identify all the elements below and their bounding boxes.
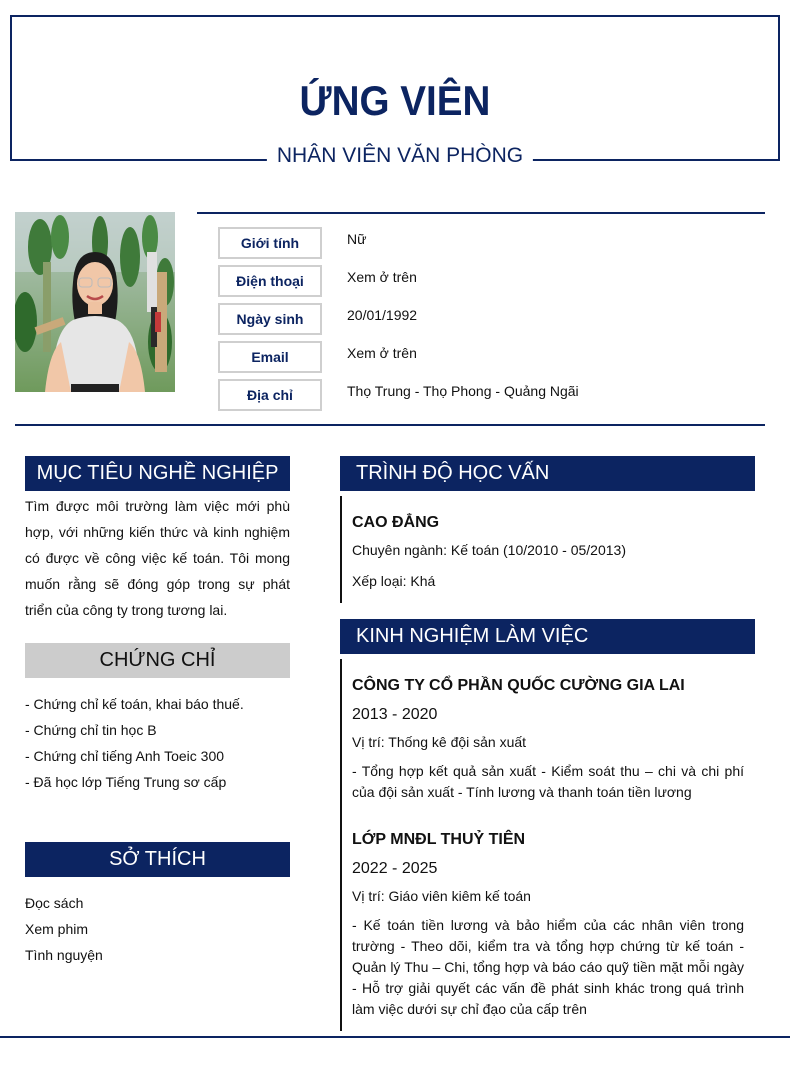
footer-divider: [0, 1036, 790, 1038]
list-item: - Chứng chỉ kế toán, khai báo thuế.: [25, 696, 244, 712]
job-position: Vị trí: Thống kê đội sản xuất: [352, 734, 527, 750]
job-entry: [352, 675, 744, 803]
certificates-list: [25, 691, 244, 795]
field-label: Ngày sinh: [218, 303, 322, 335]
experience-bar: [340, 659, 342, 1031]
list-item: - Chứng chỉ tiếng Anh Toeic 300: [25, 748, 225, 764]
school-level: CAO ĐẲNG: [352, 514, 440, 531]
profile-field-birthdate: [218, 303, 768, 335]
job-description: - Kế toán tiền lương và bảo hiểm của các nhân viên trong trường - Theo dõi, kiểm tra và tổng hợp chứng từ kế toán - Quản lý Thu – Chi, tổng hợp và báo cáo quỹ tiền mặt mỗi ngày - Hỗ trợ giải quyết các vấn đề phát sinh khác trong quá trình làm việc dưới sự chỉ đạo của cấp trên: [352, 917, 744, 1017]
job-description: - Tổng hợp kết quả sản xuất - Kiểm soát thu – chi và chi phí của đội sản xuất - Tính lương và thanh toán tiền lương: [352, 763, 744, 800]
objective-text: Tìm được môi trường làm việc mới phù hợp, với những kiến thức và kinh nghiệm có được về công việc kế toán. Tôi mong muốn rằng sẽ đóng góp trong sự phát triển của công ty trong tương lai.: [25, 498, 290, 618]
list-item: - Chứng chỉ tin học B: [25, 722, 157, 738]
page-title: ỨNG VIÊN: [299, 77, 491, 124]
job-entry: [352, 829, 744, 1020]
field-value: Nữ: [347, 231, 367, 247]
portrait-photo-icon: [15, 212, 175, 392]
objective-heading: MỤC TIÊU NGHỀ NGHIỆP: [25, 456, 290, 491]
list-item: Xem phim: [25, 921, 89, 937]
education-major: Chuyên ngành: Kế toán (10/2010 - 05/2013): [352, 542, 626, 558]
divider-top: [197, 212, 765, 214]
field-value: Xem ở trên: [347, 269, 417, 285]
job-title: NHÂN VIÊN VĂN PHÒNG: [267, 144, 533, 168]
field-value: Xem ở trên: [347, 345, 417, 361]
profile-field-phone: [218, 265, 768, 297]
certificates-heading: CHỨNG CHỈ: [25, 643, 290, 678]
job-years: 2022 - 2025: [352, 860, 438, 877]
list-item: Đọc sách: [25, 895, 84, 911]
profile-field-gender: [218, 227, 768, 259]
field-label: Giới tính: [218, 227, 322, 259]
divider-bottom: [15, 424, 765, 426]
hobbies-list: [25, 890, 103, 968]
list-item: - Đã học lớp Tiếng Trung sơ cấp: [25, 774, 227, 790]
education-rank: Xếp loại: Khá: [352, 573, 436, 589]
field-value: Thọ Trung - Thọ Phong - Quảng Ngãi: [347, 383, 579, 399]
profile-field-email: [218, 341, 768, 373]
education-heading: TRÌNH ĐỘ HỌC VẤN: [340, 456, 755, 491]
avatar: [15, 212, 175, 392]
field-label: Địa chỉ: [218, 379, 322, 411]
field-label: Điện thoại: [218, 265, 322, 297]
field-value: 20/01/1992: [347, 307, 418, 323]
education-bar: [340, 496, 342, 603]
job-company: CÔNG TY CỔ PHẦN QUỐC CƯỜNG GIA LAI: [352, 677, 685, 694]
header-box: [10, 15, 780, 161]
education-entry: [352, 512, 744, 590]
job-company: LỚP MNĐL THUỶ TIÊN: [352, 831, 526, 848]
experience-heading: KINH NGHIỆM LÀM VIỆC: [340, 619, 755, 654]
hobbies-heading: SỞ THÍCH: [25, 842, 290, 877]
profile-field-address: [218, 379, 768, 411]
field-label: Email: [218, 341, 322, 373]
job-years: 2013 - 2020: [352, 706, 438, 723]
job-position: Vị trí: Giáo viên kiêm kế toán: [352, 888, 531, 904]
list-item: Tình nguyện: [25, 947, 103, 963]
